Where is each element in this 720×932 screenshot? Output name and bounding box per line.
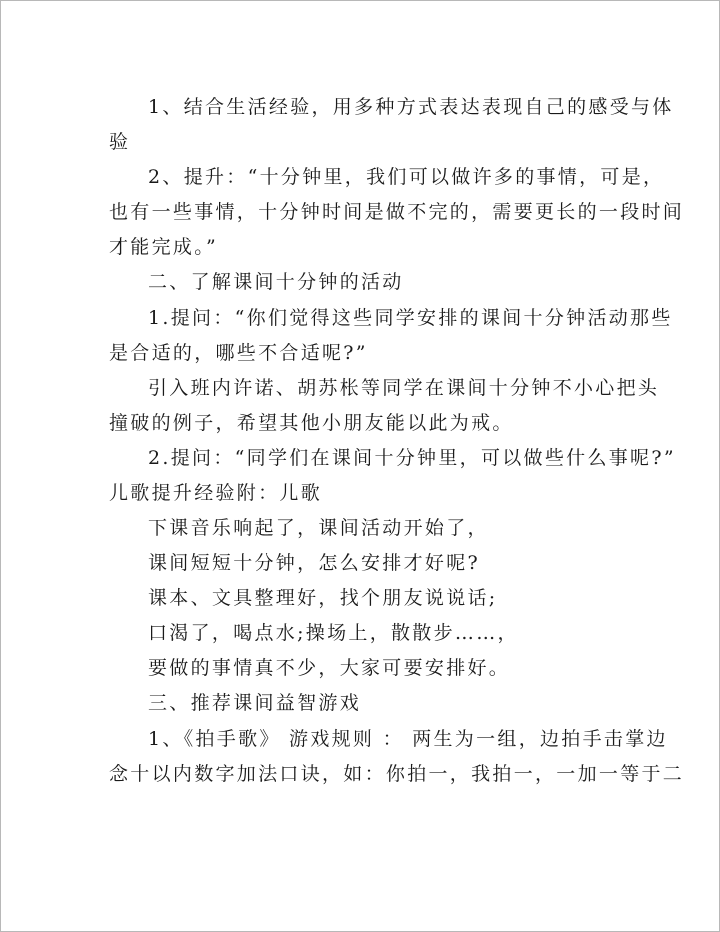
paragraph-line: 2、提升：“十分钟里，我们可以做许多的事情，可是， (148, 166, 665, 188)
paragraph-line: 引入班内许诺、胡苏枨等同学在课间十分钟不小心把头 (148, 377, 660, 399)
paragraph-line: 1、《拍手歌》 游戏规则 ： 两生为一组，边拍手击掌边 (148, 728, 668, 750)
song-line: 口渴了，喝点水;操场上，散散步……， (148, 622, 519, 644)
paragraph-line: 1.提问：“你们觉得这些同学安排的课间十分钟活动那些 (148, 307, 673, 329)
paragraph-line: 2.提问：“同学们在课间十分钟里，可以做些什么事呢?” (148, 447, 676, 469)
paragraph-line: 儿歌提升经验附：儿歌 (109, 482, 323, 504)
song-line: 要做的事情真不少，大家可要安排好。 (148, 657, 511, 679)
paragraph-line: 念十以内数字加法口诀，如：你拍一，我拍一，一加一等于二 (109, 763, 685, 785)
paragraph-line: 1、结合生活经验，用多种方式表达表现自己的感受与体 (148, 96, 674, 118)
paragraph-line: 才能完成。” (109, 236, 219, 258)
section-heading: 三、推荐课间益智游戏 (148, 692, 362, 714)
song-line: 课间短短十分钟，怎么安排才好呢? (148, 552, 480, 574)
paragraph-line: 也有一些事情，十分钟时间是做不完的，需要更长的一段时间 (109, 201, 685, 223)
song-line: 下课音乐响起了，课间活动开始了， (148, 517, 489, 539)
paragraph-line: 撞破的例子，希望其他小朋友能以此为戒。 (109, 412, 514, 434)
section-heading: 二、了解课间十分钟的活动 (148, 271, 404, 293)
paragraph-line: 验 (109, 131, 131, 153)
song-line: 课本、文具整理好，找个朋友说说话; (148, 587, 498, 609)
paragraph-line: 是合适的，哪些不合适呢?” (109, 342, 368, 364)
